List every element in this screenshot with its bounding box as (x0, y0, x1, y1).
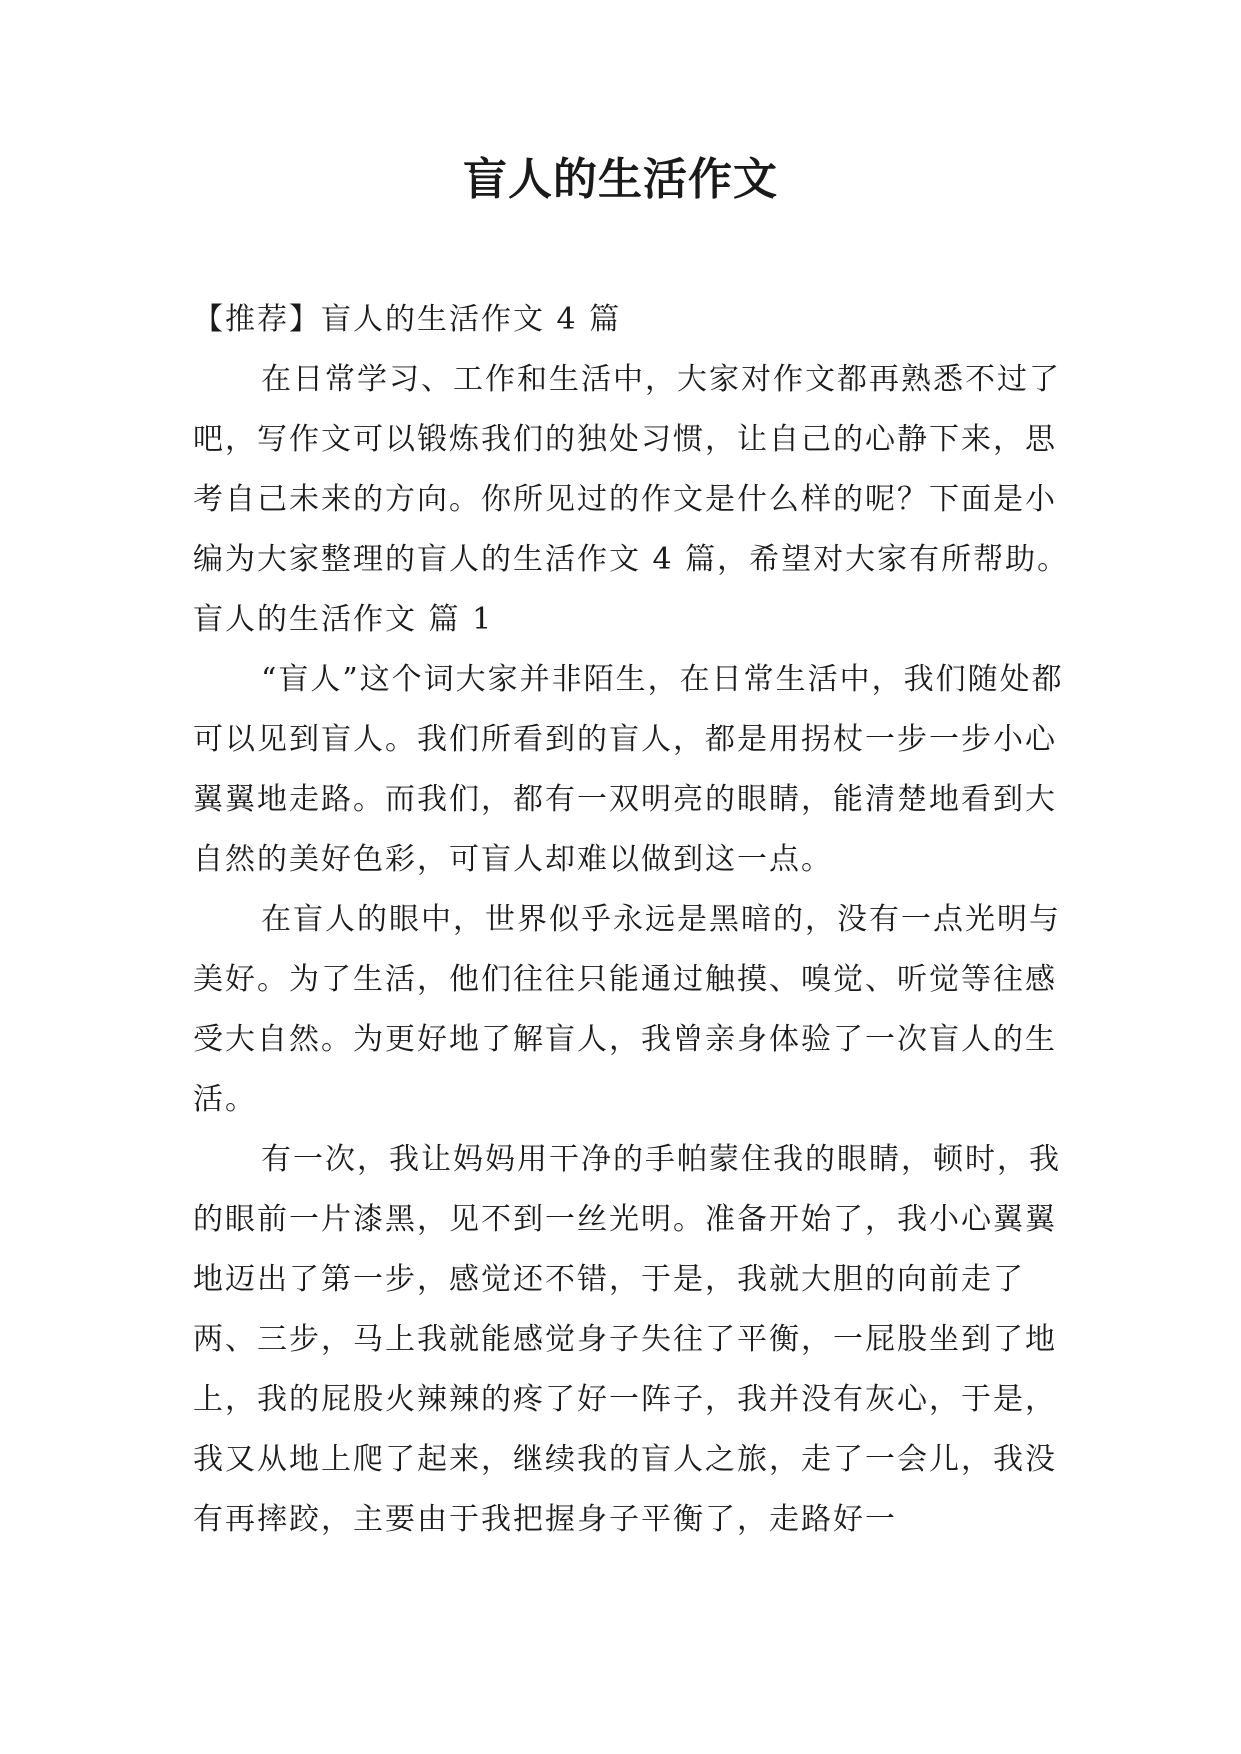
body-paragraph: “盲人”这个词大家并非陌生，在日常生活中，我们随处都可以见到盲人。我们所看到的盲人，都是用拐杖一步一步小心翼翼地走路。而我们，都有一双明亮的眼睛，能清楚地看到大自然的美好色彩，可盲人却难以做到这一点。 (193, 662, 1064, 877)
section-heading: 盲人的生活作文 篇 1 (193, 602, 494, 637)
body-paragraph: 有一次，我让妈妈用干净的手帕蒙住我的眼睛，顿时，我的眼前一片漆黑，见不到一丝光明。准备开始了，我小心翼翼地迈出了第一步，感觉还不错，于是，我就大胆的向前走了两、三步，马上我就能感觉身子失往了平衡，一屁股坐到了地上，我的屁股火辣辣的疼了好一阵子，我并没有灰心，于是，我又从地上爬了起来，继续我的盲人之旅，走了一会儿，我没有再摔跤，主要由于我把握身子平衡了，走路好一 (193, 1142, 1061, 1537)
document-title: 盲人的生活作文 (463, 154, 778, 205)
body-paragraph: 在盲人的眼中，世界似乎永远是黑暗的，没有一点光明与美好。为了生活，他们往往只能通过触摸、嗅觉、听觉等往感受大自然。为更好地了解盲人，我曾亲身体验了一次盲人的生活。 (193, 902, 1061, 1117)
subtitle: 【推荐】盲人的生活作文 4 篇 (193, 302, 622, 337)
intro-paragraph: 在日常学习、工作和生活中，大家对作文都再熟悉不过了吧，写作文可以锻炼我们的独处习惯，让自己的心静下来，思考自己未来的方向。你所见过的作文是什么样的呢？下面是小编为大家整理的盲人的生活作文 4 篇，希望对大家有所帮助。 (193, 362, 1070, 577)
document-body (193, 290, 1073, 1550)
